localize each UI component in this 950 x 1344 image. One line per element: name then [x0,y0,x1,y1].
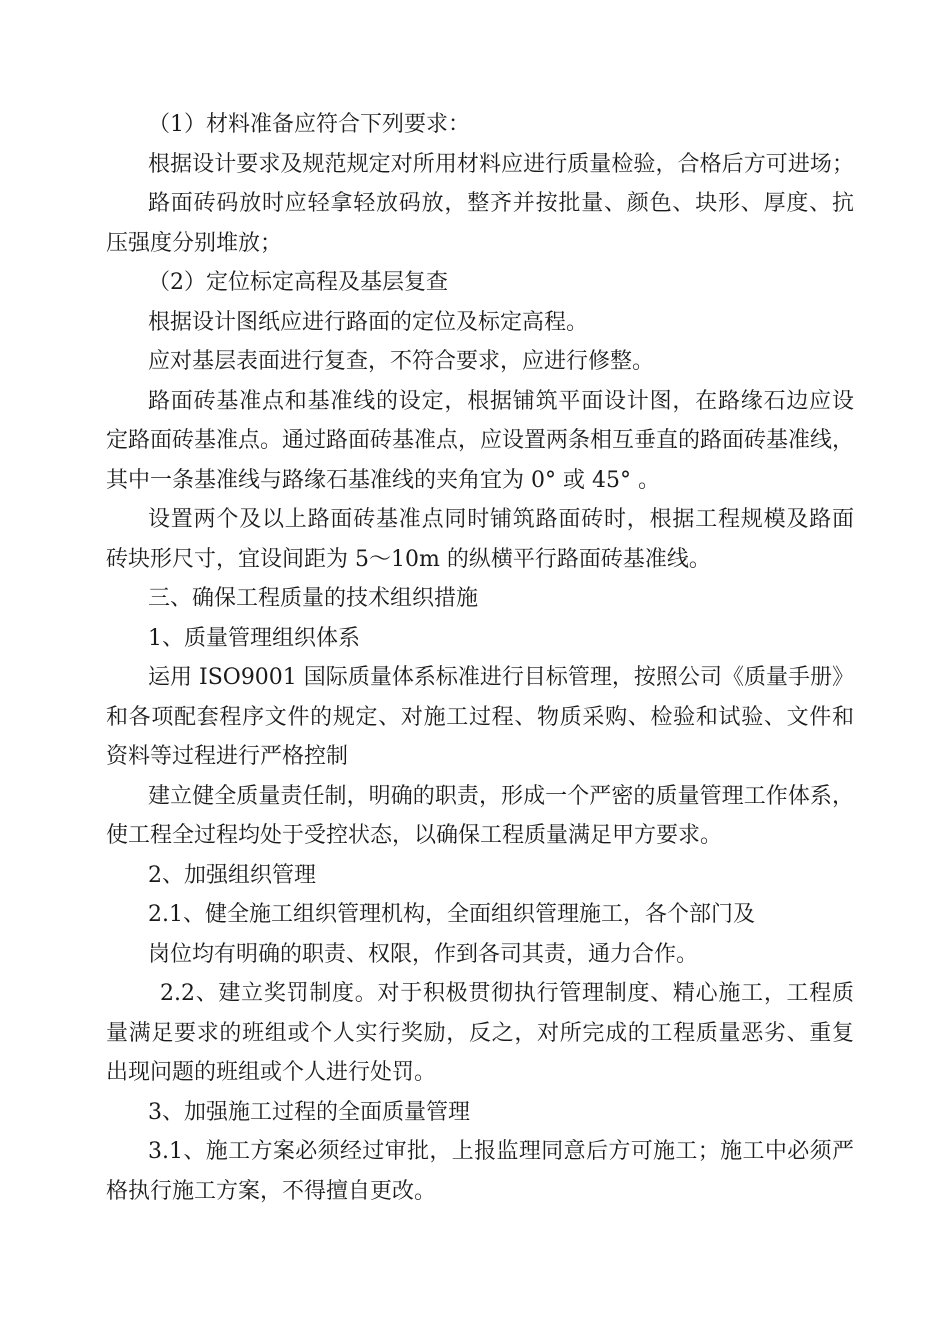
text-line-11: 设置两个及以上路面砖基准点同时铺筑路面砖时，根据工程规模及路面 [148,507,854,532]
text-line-4: 压强度分别堆放； [106,231,283,256]
text-line-7: 应对基层表面进行复查，不符合要求，应进行修整。 [148,349,655,374]
text-line-17: 资料等过程进行严格控制 [106,744,349,769]
text-line-21: 2.1、健全施工组织管理机构，全面组织管理施工，各个部门及 [148,902,755,927]
text-line-27: 3.1、施工方案必须经过审批，上报监理同意后方可施工；施工中必须严 [148,1139,854,1164]
text-line-5: （2）定位标定高程及基层复查 [148,270,448,295]
text-line-14: 1、质量管理组织体系 [148,626,360,651]
text-line-18: 建立健全质量责任制，明确的职责，形成一个严密的质量管理工作体系， [148,784,854,809]
text-line-10: 其中一条基准线与路缘石基准线的夹角宜为 0° 或 45° 。 [106,468,660,493]
text-line-20: 2、加强组织管理 [148,863,316,888]
text-line-16: 和各项配套程序文件的规定、对施工过程、物质采购、检验和试验、文件和 [106,705,854,730]
text-line-19: 使工程全过程均处于受控状态，以确保工程质量满足甲方要求。 [106,823,723,848]
text-line-13: 三、确保工程质量的技术组织措施 [148,586,479,611]
text-line-6: 根据设计图纸应进行路面的定位及标定高程。 [148,310,589,335]
text-line-2: 根据设计要求及规范规定对所用材料应进行质量检验，合格后方可进场； [148,152,854,177]
text-line-22: 岗位均有明确的职责、权限，作到各司其责，通力合作。 [148,942,699,967]
text-line-24: 量满足要求的班组或个人实行奖励，反之，对所完成的工程质量恶劣、重复 [106,1021,854,1046]
text-line-1: （1）材料准备应符合下列要求： [148,112,470,137]
text-line-26: 3、加强施工过程的全面质量管理 [148,1100,470,1125]
text-line-28: 格执行施工方案，不得擅自更改。 [106,1179,437,1204]
text-line-15: 运用 ISO9001 国际质量体系标准进行目标管理，按照公司《质量手册》 [148,665,854,690]
text-line-8: 路面砖基准点和基准线的设定，根据铺筑平面设计图，在路缘石边应设 [148,389,854,414]
text-line-25: 出现问题的班组或个人进行处罚。 [106,1060,437,1085]
text-line-23: 2.2、建立奖罚制度。对于积极贯彻执行管理制度、精心施工，工程质 [160,981,854,1006]
text-line-3: 路面砖码放时应轻拿轻放码放，整齐并按批量、颜色、块形、厚度、抗 [148,191,854,216]
text-line-9: 定路面砖基准点。通过路面砖基准点，应设置两条相互垂直的路面砖基准线， [106,428,855,453]
text-line-12: 砖块形尺寸，宜设间距为 5～10m 的纵横平行路面砖基准线。 [106,547,711,572]
